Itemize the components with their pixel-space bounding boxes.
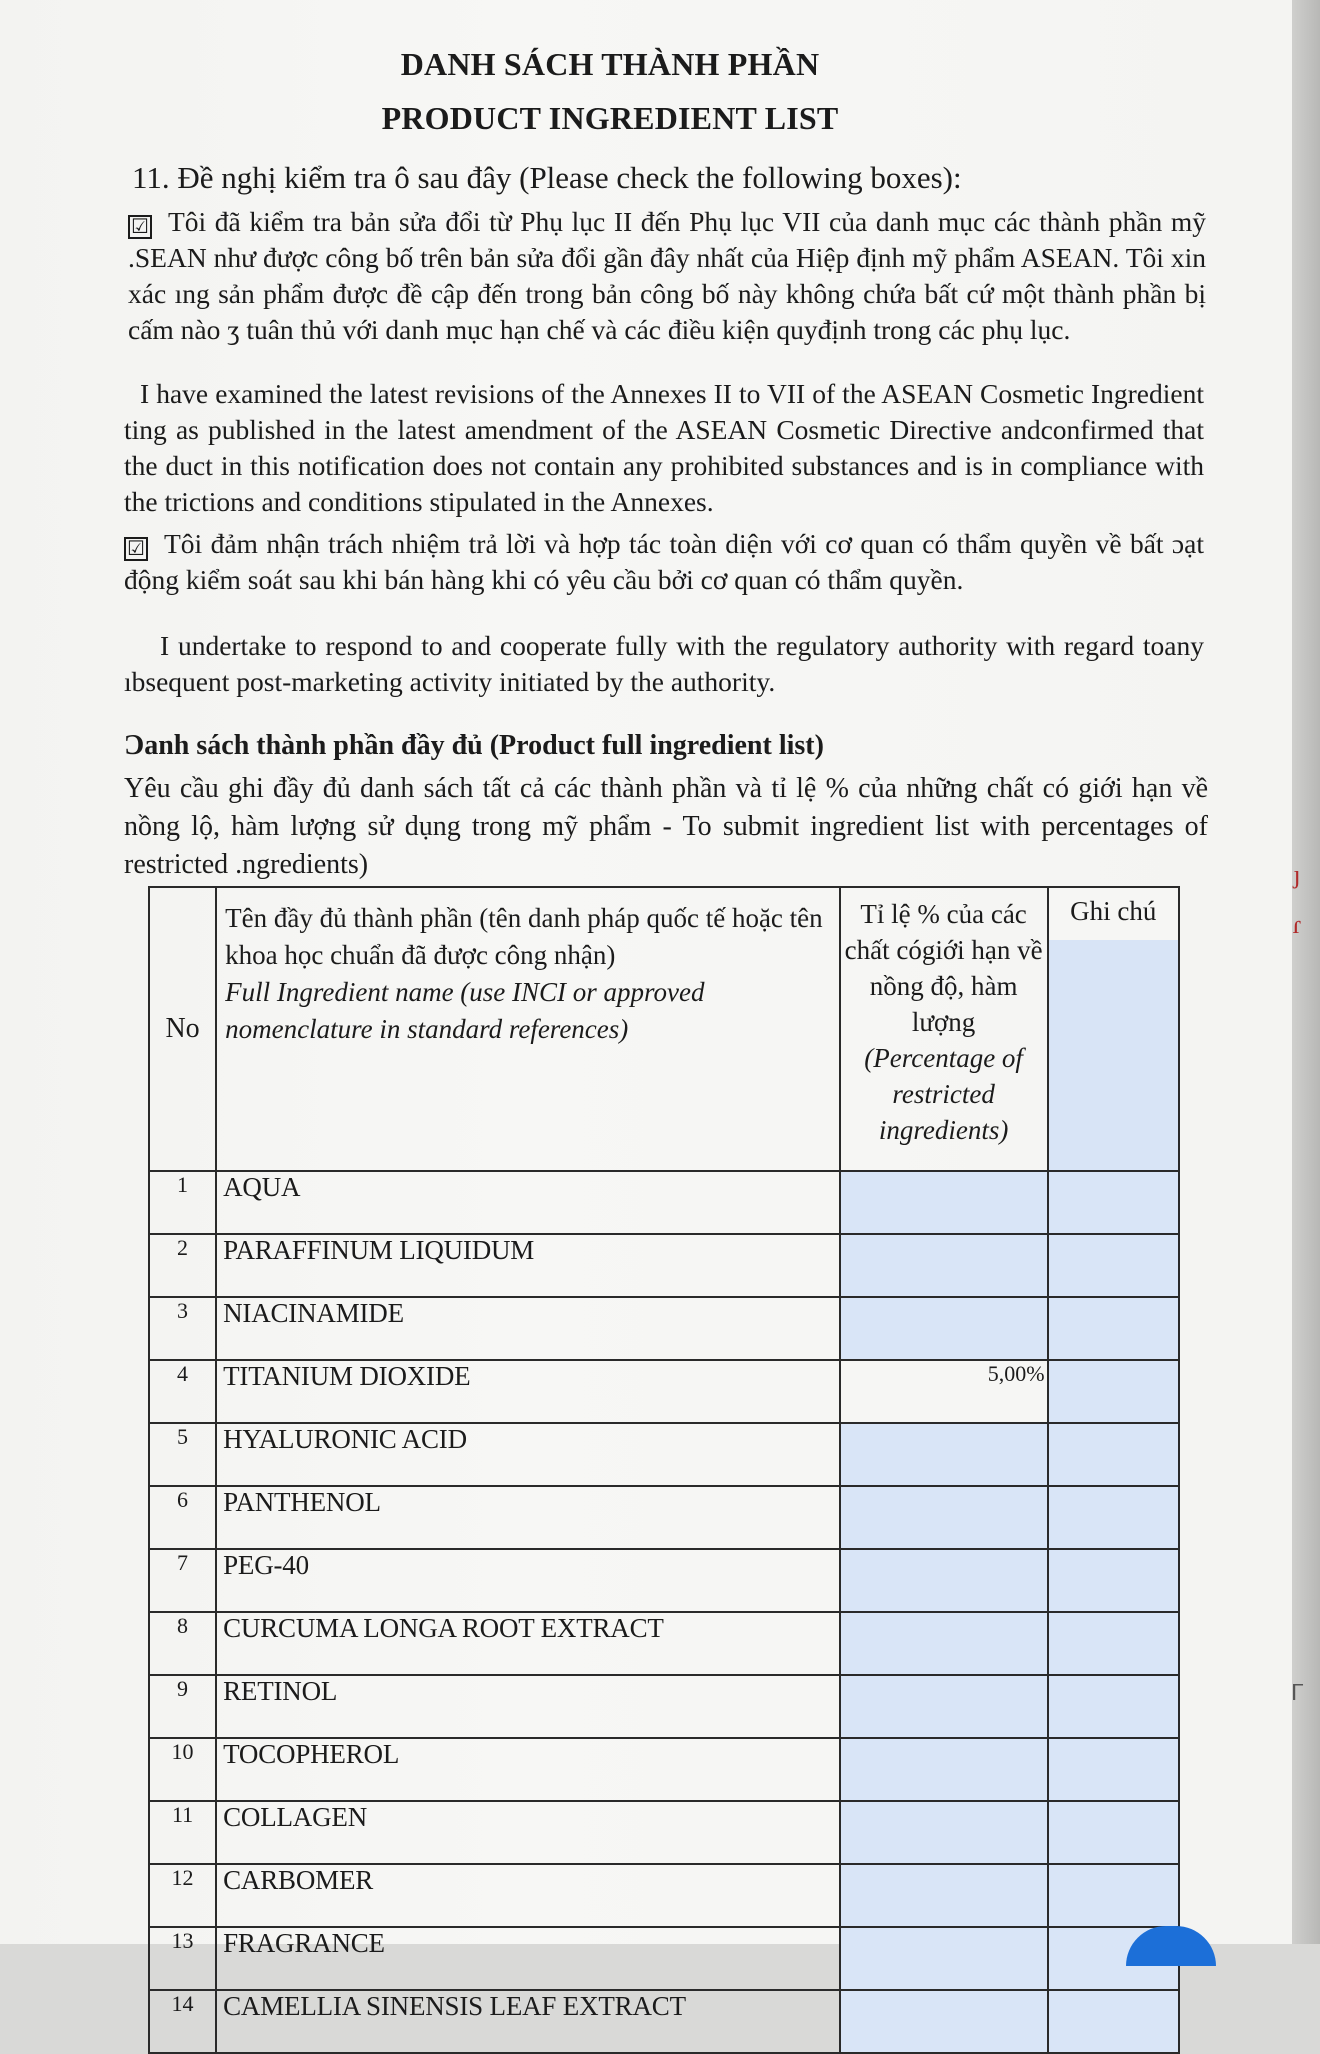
- ingredient-note[interactable]: [1048, 1801, 1179, 1864]
- ingredient-name: NIACINAMIDE: [216, 1297, 840, 1360]
- ingredient-percentage[interactable]: [840, 1990, 1048, 2053]
- ingredient-name: TITANIUM DIOXIDE: [216, 1360, 840, 1423]
- ingredient-name: CURCUMA LONGA ROOT EXTRACT: [216, 1612, 840, 1675]
- ingredient-percentage[interactable]: [840, 1927, 1048, 1990]
- ingredient-note[interactable]: [1048, 1234, 1179, 1297]
- declaration-2-vi-text: Tôi đảm nhận trách nhiệm trả lời và hợp tác toàn diện với cơ quan có thẩm quyền về bất ɔạt động kiểm soát sau khi bán hàng khi có yêu cầu bởi cơ quan có thẩm quyền.: [124, 528, 1204, 595]
- table-header-row: [149, 887, 1179, 1171]
- ingredient-note[interactable]: [1048, 1549, 1179, 1612]
- ingredient-name: TOCOPHEROL: [216, 1738, 840, 1801]
- header-pct-vi: Tỉ lệ % của các chất cógiới hạn về nồng độ, hàm lượng: [844, 899, 1043, 1037]
- ingredient-note[interactable]: [1048, 1612, 1179, 1675]
- ingredient-name: COLLAGEN: [216, 1801, 840, 1864]
- ingredient-note[interactable]: [1048, 1360, 1179, 1423]
- row-number: 10: [149, 1738, 216, 1801]
- declaration-1-en-text: I have examined the latest revisions of the Annexes II to VII of the ASEAN Cosmetic Ingredient ting as published in the latest amendment of the ASEAN Cosmetic Directive andconfirmed that the duct in this notification does not contain any prohibited substances and is in compliance with the trictions and conditions stipulated in the Annexes.: [124, 378, 1204, 517]
- row-number: 3: [149, 1297, 216, 1360]
- ingredient-percentage[interactable]: [840, 1171, 1048, 1234]
- row-number: 14: [149, 1990, 216, 2053]
- row-number: 11: [149, 1801, 216, 1864]
- table-row: [149, 1486, 1179, 1549]
- ingredient-percentage[interactable]: [840, 1675, 1048, 1738]
- header-ingredient-name: [216, 887, 840, 1171]
- ingredient-percentage[interactable]: [840, 1234, 1048, 1297]
- row-number: 5: [149, 1423, 216, 1486]
- ingredient-name: RETINOL: [216, 1675, 840, 1738]
- ingredient-name: CAMELLIA SINENSIS LEAF EXTRACT: [216, 1990, 840, 2053]
- header-name-en: Full Ingredient name (use INCI or approved nomenclature in standard references): [225, 977, 705, 1044]
- margin-mark: ɾ: [1292, 910, 1302, 939]
- table-row: [149, 1990, 1179, 2053]
- row-number: 8: [149, 1612, 216, 1675]
- table-row: [149, 1234, 1179, 1297]
- ingredient-table: [148, 886, 1180, 2054]
- ingredient-percentage[interactable]: [840, 1612, 1048, 1675]
- table-row: [149, 1171, 1179, 1234]
- table-row: [149, 1801, 1179, 1864]
- ingredient-percentage[interactable]: [840, 1423, 1048, 1486]
- row-number: 13: [149, 1927, 216, 1990]
- ingredient-note[interactable]: [1048, 1864, 1179, 1927]
- ingredient-percentage[interactable]: 5,00%: [840, 1360, 1048, 1423]
- page-title-vi: DANH SÁCH THÀNH PHẦN: [400, 46, 820, 82]
- row-number: 12: [149, 1864, 216, 1927]
- header-no: No: [149, 887, 216, 1171]
- ingredient-percentage[interactable]: [840, 1297, 1048, 1360]
- table-row: [149, 1612, 1179, 1675]
- ingredient-note[interactable]: [1048, 1297, 1179, 1360]
- checkbox-checked-icon[interactable]: ☑: [124, 537, 148, 561]
- full-ingredient-list-instruction: Yêu cầu ghi đầy đủ danh sách tất cả các thành phần và tỉ lệ % của những chất có giới hạn về nồng lộ, hàm lượng sử dụng trong mỹ phẩm - To submit ingredient list with percentages of restricted .ngredients): [124, 773, 1208, 880]
- ingredient-rows: [149, 1171, 1179, 2053]
- ingredient-percentage[interactable]: [840, 1549, 1048, 1612]
- table-row: [149, 1423, 1179, 1486]
- ingredient-note[interactable]: [1048, 1486, 1179, 1549]
- page-title-en: PRODUCT INGREDIENT LIST: [381, 100, 839, 136]
- section-11-heading: 11. Đề nghị kiểm tra ô sau đây (Please check the following boxes):: [132, 160, 962, 195]
- row-number: 2: [149, 1234, 216, 1297]
- table-row: [149, 1360, 1179, 1423]
- ingredient-note[interactable]: [1048, 1675, 1179, 1738]
- ingredient-name: AQUA: [216, 1171, 840, 1234]
- ingredient-percentage[interactable]: [840, 1864, 1048, 1927]
- checkbox-checked-icon[interactable]: ☑: [128, 215, 152, 239]
- declaration-1-vi: [128, 204, 1206, 348]
- ingredient-name: FRAGRANCE: [216, 1927, 840, 1990]
- ingredient-name: PANTHENOL: [216, 1486, 840, 1549]
- table-row: [149, 1864, 1179, 1927]
- ingredient-name: PEG-40: [216, 1549, 840, 1612]
- ingredient-note[interactable]: [1048, 1990, 1179, 2053]
- ingredient-name: CARBOMER: [216, 1864, 840, 1927]
- row-number: 4: [149, 1360, 216, 1423]
- declaration-2-en: [124, 628, 1204, 700]
- header-pct-en: (Percentage of restricted ingredients): [864, 1043, 1023, 1145]
- table-row: [149, 1927, 1179, 1990]
- ingredient-name: HYALURONIC ACID: [216, 1423, 840, 1486]
- row-number: 9: [149, 1675, 216, 1738]
- row-number: 7: [149, 1549, 216, 1612]
- ingredient-name: PARAFFINUM LIQUIDUM: [216, 1234, 840, 1297]
- table-row: [149, 1297, 1179, 1360]
- declaration-2-vi: [124, 526, 1204, 598]
- ingredient-percentage[interactable]: [840, 1801, 1048, 1864]
- declaration-1-en: [124, 376, 1204, 520]
- full-ingredient-list-heading: Ɔanh sách thành phần đầy đủ (Product full ingredient list): [124, 730, 824, 761]
- ingredient-note[interactable]: [1048, 1423, 1179, 1486]
- declaration-2-en-text: I undertake to respond to and cooperate fully with the regulatory authority with regard toany ıbsequent post-marketing activity initiated by the authority.: [124, 630, 1204, 697]
- header-name-vi: Tên đầy đủ thành phần (tên danh pháp quốc tế hoặc tên khoa học chuẩn đã được công nhận): [225, 903, 823, 970]
- header-percentage: [840, 887, 1048, 1171]
- declaration-1-vi-text: Tôi đã kiểm tra bản sửa đổi từ Phụ lục II đến Phụ lục VII của danh mục các thành phần mỹ .SEAN như được công bố trên bản sửa đổi gần đây nhất của Hiệp định mỹ phẩm ASEAN. Tôi xin xác ıng sản phẩm được đề cập đến trong bản công bố này không chứa bất cứ một thành phần bị cấm nào ʒ tuân thủ với danh mục hạn chế và các điều kiện quyđịnh trong các phụ lục.: [128, 206, 1206, 345]
- table-row: [149, 1675, 1179, 1738]
- ingredient-note[interactable]: [1048, 1738, 1179, 1801]
- header-note: Ghi chú: [1048, 887, 1179, 1171]
- table-row: [149, 1738, 1179, 1801]
- margin-mark: ȷ: [1293, 860, 1301, 889]
- row-number: 1: [149, 1171, 216, 1234]
- row-number: 6: [149, 1486, 216, 1549]
- margin-mark: ᒥ: [1290, 1680, 1304, 1705]
- ingredient-note[interactable]: [1048, 1171, 1179, 1234]
- table-row: [149, 1549, 1179, 1612]
- ingredient-percentage[interactable]: [840, 1486, 1048, 1549]
- ingredient-percentage[interactable]: [840, 1738, 1048, 1801]
